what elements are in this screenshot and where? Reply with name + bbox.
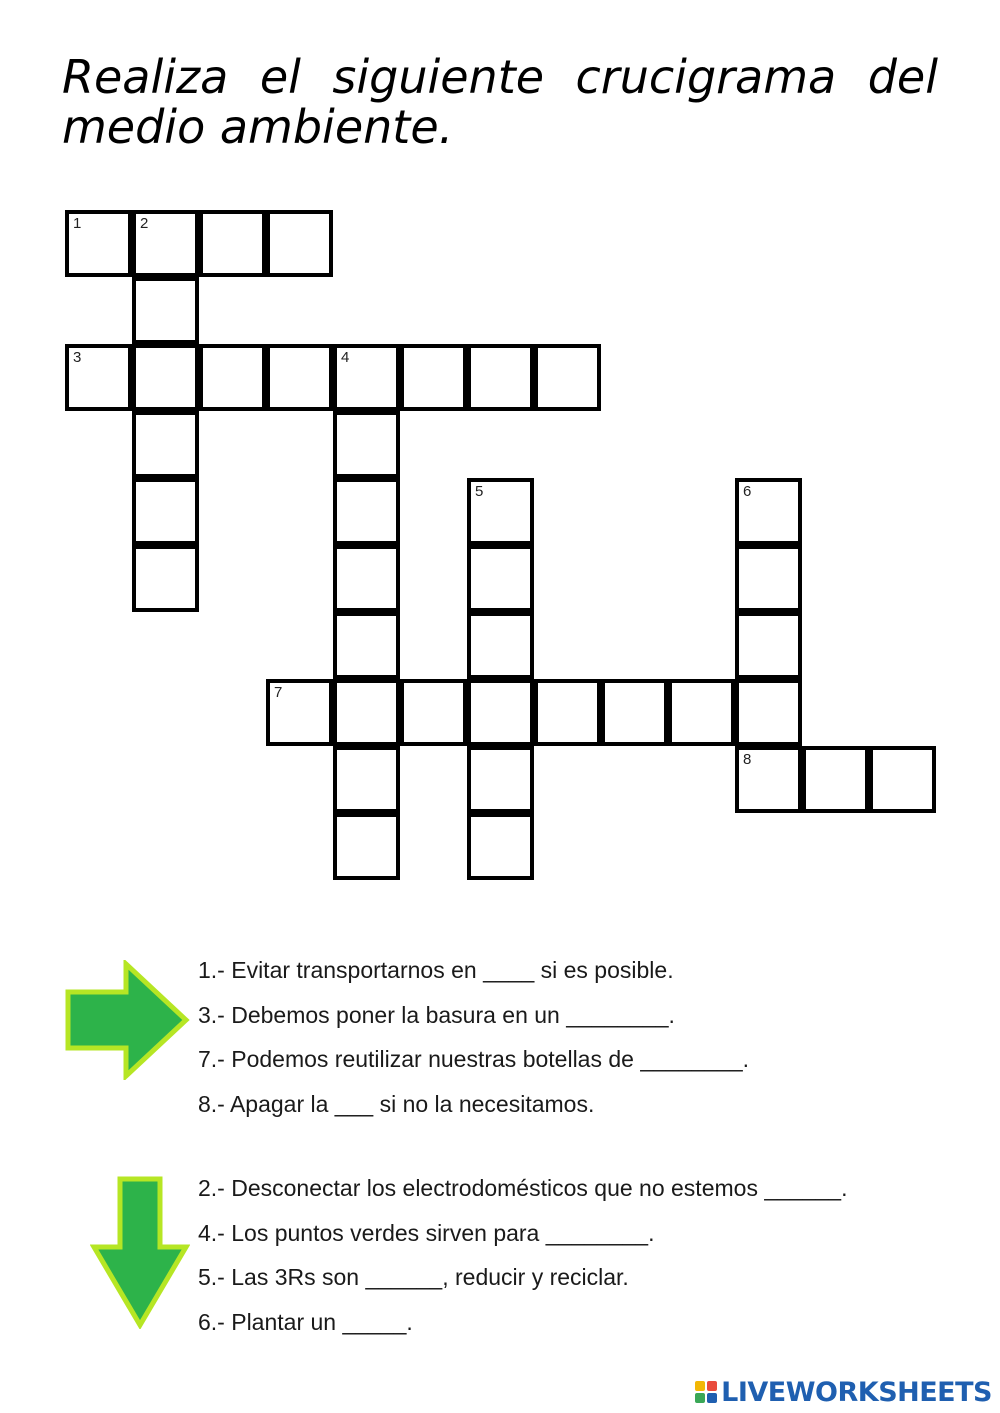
crossword-cell[interactable] — [467, 679, 534, 746]
crossword-cell[interactable] — [668, 679, 735, 746]
crossword-cell[interactable] — [467, 612, 534, 679]
title-line-1: Realiza el siguiente crucigrama del — [62, 50, 938, 104]
crossword-cell[interactable] — [735, 679, 802, 746]
clue-across-1: 1.- Evitar transportarnos en ____ si es posible. — [198, 957, 674, 983]
clue-number: 6 — [743, 483, 752, 500]
crossword-cell[interactable] — [333, 545, 400, 612]
crossword-cell[interactable] — [132, 344, 199, 411]
crossword-cell[interactable] — [132, 411, 199, 478]
clue-number: 1 — [73, 215, 82, 232]
crossword-cell[interactable] — [601, 679, 668, 746]
clue-down-6: 6.- Plantar un _____. — [198, 1308, 413, 1335]
crossword-cell[interactable] — [333, 746, 400, 813]
clue-down-4: 4.- Los puntos verdes sirven para ________. — [198, 1219, 655, 1246]
clue-number: 4 — [341, 349, 350, 366]
crossword-cell[interactable] — [333, 813, 400, 880]
crossword-cell[interactable] — [467, 344, 534, 411]
logo-mark-icon — [695, 1381, 717, 1403]
down-clues — [198, 1173, 847, 1351]
clue-across-3: 3.- Debemos poner la basura en un ________. — [198, 1001, 675, 1028]
crossword-cell[interactable] — [266, 210, 333, 277]
crossword-cell[interactable] — [333, 612, 400, 679]
clue-number: 2 — [140, 215, 149, 232]
crossword-cell[interactable] — [869, 746, 936, 813]
across-clues — [198, 955, 749, 1133]
clue-across-8: 8.- Apagar la ___ si no la necesitamos. — [198, 1090, 595, 1117]
clue-down-5: 5.- Las 3Rs son ______, reducir y reciclar. — [198, 1264, 629, 1290]
crossword-cell[interactable] — [400, 344, 467, 411]
title-line-2: medio ambiente. — [62, 100, 454, 154]
crossword-cell[interactable] — [333, 478, 400, 545]
crossword-cell[interactable] — [333, 344, 400, 411]
crossword-cell[interactable] — [735, 545, 802, 612]
crossword-cell[interactable] — [333, 411, 400, 478]
crossword-cell[interactable] — [65, 344, 132, 411]
crossword-cell[interactable] — [802, 746, 869, 813]
crossword-cell[interactable] — [400, 679, 467, 746]
crossword-cell[interactable] — [132, 210, 199, 277]
clue-down-2: 2.- Desconectar los electrodomésticos que no estemos ______. — [198, 1175, 848, 1201]
clue-number: 8 — [743, 751, 752, 768]
clue-across-7: 7.- Podemos reutilizar nuestras botellas de ________. — [198, 1046, 750, 1072]
crossword-cell[interactable] — [534, 344, 601, 411]
liveworksheets-logo — [695, 1375, 992, 1409]
crossword-cell[interactable] — [735, 478, 802, 545]
crossword-cell[interactable] — [266, 679, 333, 746]
crossword-cell[interactable] — [132, 545, 199, 612]
crossword-cell[interactable] — [467, 813, 534, 880]
crossword-cell[interactable] — [266, 344, 333, 411]
clue-number: 7 — [274, 684, 283, 701]
crossword-cell[interactable] — [467, 545, 534, 612]
clue-number: 3 — [73, 349, 82, 366]
crossword-cell[interactable] — [467, 478, 534, 545]
crossword-cell[interactable] — [735, 746, 802, 813]
crossword-cell[interactable] — [65, 210, 132, 277]
crossword-cell[interactable] — [735, 612, 802, 679]
logo-text: LIVEWORKSHEETS — [721, 1376, 992, 1408]
crossword-cell[interactable] — [467, 746, 534, 813]
crossword-cell[interactable] — [132, 478, 199, 545]
green-right-arrow-icon — [64, 960, 190, 1085]
crossword-cell[interactable] — [333, 679, 400, 746]
crossword-cell[interactable] — [534, 679, 601, 746]
crossword-cell[interactable] — [199, 344, 266, 411]
crossword-cell[interactable] — [132, 277, 199, 344]
green-down-arrow-icon — [90, 1175, 190, 1334]
crossword-cell[interactable] — [199, 210, 266, 277]
clue-number: 5 — [475, 483, 484, 500]
